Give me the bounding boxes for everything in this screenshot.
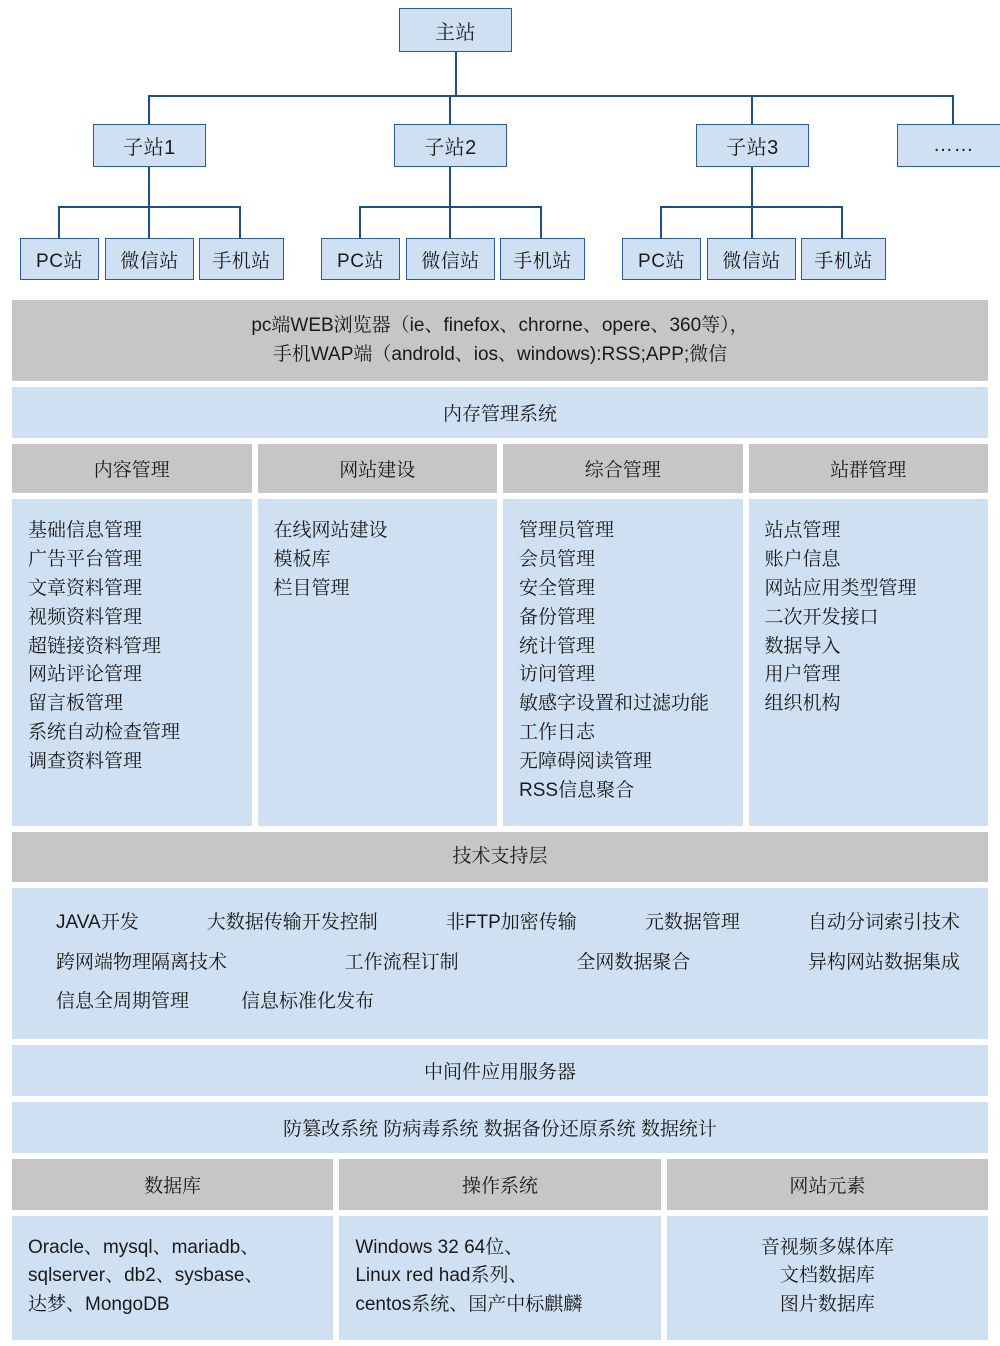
bottom-header-assets-label: 网站元素 [789,1175,866,1197]
tree-node-subsite-more [897,124,1000,167]
list-item: 广告平台管理 [28,548,143,570]
tree-leaf-2-mobile-label: 手机站 [513,250,572,272]
tech-item: 大数据传输开发控制 [206,912,378,934]
list-item: 访问管理 [519,664,596,686]
bottom-body-os [339,1216,660,1341]
list-item: 敏感字设置和过滤功能 [519,693,710,715]
list-item: 模板库 [273,548,331,570]
module-body-content [12,499,252,826]
connector-g3-down [751,167,753,207]
tree-node-subsite-3-label: 子站3 [726,137,779,159]
tree-leaf-3-wechat-label: 微信站 [722,250,781,272]
module-header-sitegroup-label: 站群管理 [830,460,907,481]
bottom-header-os-label: 操作系统 [461,1175,538,1197]
tree-node-subsite-1 [93,124,206,167]
connector-root-bus [148,95,954,97]
module-header-general [503,444,743,493]
list-item: sqlserver、db2、sysbase、 [28,1265,264,1287]
list-item: 组织机构 [764,693,841,715]
tree-leaf-3-pc-label: PC站 [638,250,685,272]
tree-leaf-2-wechat [406,238,495,280]
list-item: 文档数据库 [779,1265,875,1287]
tech-item: 信息全周期管理 [56,991,190,1013]
tech-row [56,908,960,937]
connector-child1-down [148,95,150,125]
tree-node-subsite-1-label: 子站1 [123,137,176,159]
tree-leaf-3-pc [622,238,701,280]
list-item: 图片数据库 [779,1294,875,1316]
connector-g3-leaf1 [660,206,662,238]
tree-leaf-3-wechat [707,238,796,280]
tree-leaf-1-wechat-label: 微信站 [120,250,179,272]
connector-g1-leaf1 [58,206,60,238]
list-item: 无障碍阅读管理 [519,751,653,772]
tree-leaf-2-mobile [500,238,585,280]
module-body-general [503,499,743,826]
tree-leaf-1-mobile-label: 手机站 [212,250,271,272]
connector-g1-leaf2 [148,206,150,238]
connector-g3-leaf2 [751,206,753,238]
list-item: 基础信息管理 [28,520,143,541]
list-item: 管理员管理 [519,520,615,541]
module-header-website-label: 网站建设 [339,460,416,481]
bottom-body-database [12,1216,333,1341]
connector-g1-down [148,167,150,207]
tree-node-subsite-more-label: …… [933,134,974,156]
module-header-content [12,444,252,493]
connector-child3-down [751,95,753,125]
bottom-body-row [12,1216,988,1341]
list-item: 安全管理 [519,577,596,599]
bottom-body-assets [667,1216,988,1341]
client-access-line-2: 手机WAP端（androld、ios、windows):RSS;APP;微信 [272,343,728,365]
connector-g2-down [449,167,451,207]
layer-middleware [12,1045,988,1096]
connector-child4-down [952,95,954,125]
tree-node-subsite-2-label: 子站2 [424,137,477,159]
list-item: 网站评论管理 [28,664,143,686]
tech-row [56,948,960,977]
list-item: 数据导入 [764,635,841,657]
list-item: 账户信息 [764,548,841,570]
layer-security-title: 防篡改系统 防病毒系统 数据备份还原系统 数据统计 [283,1118,717,1140]
bottom-header-database [12,1159,333,1210]
list-item: 工作日志 [519,722,596,744]
module-header-content-label: 内容管理 [93,460,170,481]
layer-client-access [12,300,988,381]
architecture-layer-stack [12,300,988,1346]
layer-tech-support-title: 技术支持层 [452,845,548,867]
layer-tech-support-body [12,888,988,1038]
tree-leaf-2-pc-label: PC站 [337,250,384,272]
list-item: 超链接资料管理 [28,635,162,657]
list-item: RSS信息聚合 [519,779,635,801]
site-hierarchy-diagram [0,0,1000,292]
tech-item: 异构网站数据集成 [807,951,960,973]
list-item: 二次开发接口 [764,606,879,628]
list-item: 达梦、MongoDB [28,1294,170,1316]
list-item: 文章资料管理 [28,577,143,599]
module-body-website [258,499,498,826]
module-header-row [12,444,988,493]
list-item: 视频资料管理 [28,606,143,628]
tree-leaf-3-mobile-label: 手机站 [814,250,873,272]
tree-node-subsite-3 [696,124,809,167]
tree-leaf-1-pc [20,238,99,280]
list-item: 在线网站建设 [273,520,388,541]
connector-child2-down [449,95,451,125]
connector-root-down [455,52,457,96]
bottom-header-assets [667,1159,988,1210]
tech-item: 跨网端物理隔离技术 [56,951,228,973]
module-body-sitegroup [749,499,989,826]
client-access-line-1: pc端WEB浏览器（ie、finefox、chrorne、opere、360等）， [251,315,749,336]
list-item: 栏目管理 [273,577,350,599]
bottom-header-os [339,1159,660,1210]
layer-memory-management [12,387,988,438]
layer-security [12,1102,988,1153]
tree-node-subsite-2 [394,124,507,167]
tech-item: JAVA开发 [56,912,139,934]
tree-leaf-1-wechat [105,238,194,280]
connector-g2-leaf1 [359,206,361,238]
connector-g3-leaf3 [841,206,843,238]
tree-node-root-label: 主站 [435,21,476,44]
module-header-general-label: 综合管理 [584,460,661,481]
list-item: 统计管理 [519,635,596,657]
module-header-website [258,444,498,493]
list-item: 系统自动检查管理 [28,722,181,744]
tech-row [56,987,960,1016]
tech-item: 元数据管理 [644,912,740,934]
connector-g1-leaf3 [239,206,241,238]
list-item: 备份管理 [519,606,596,628]
layer-middleware-title: 中间件应用服务器 [423,1061,576,1083]
tree-leaf-2-wechat-label: 微信站 [421,250,480,272]
tech-item: 信息标准化发布 [241,991,375,1013]
bottom-header-database-label: 数据库 [144,1175,202,1197]
tech-item: 自动分词索引技术 [807,912,960,934]
list-item: 会员管理 [519,548,596,570]
tech-item: 工作流程订制 [344,951,459,973]
list-item: Linux red had系列、 [355,1265,528,1287]
tech-item: 全网数据聚合 [576,951,691,973]
list-item: 音视频多媒体库 [760,1236,894,1258]
bottom-header-row [12,1159,988,1210]
tree-node-root [399,8,512,52]
tech-item: 非FTP加密传输 [445,912,577,934]
layer-memory-management-title: 内存管理系统 [442,404,557,425]
tree-leaf-3-mobile [801,238,886,280]
module-body-row [12,499,988,826]
list-item: 用户管理 [764,664,841,686]
tree-leaf-2-pc [321,238,400,280]
list-item: 网站应用类型管理 [764,577,917,599]
tree-leaf-1-pc-label: PC站 [36,250,83,272]
list-item: centos系统、国产中标麒麟 [355,1294,583,1316]
list-item: 留言板管理 [28,693,124,715]
list-item: 调查资料管理 [28,751,143,772]
layer-tech-support-header [12,832,988,883]
module-header-sitegroup [749,444,989,493]
connector-g2-leaf2 [449,206,451,238]
tree-leaf-1-mobile [199,238,284,280]
list-item: 站点管理 [764,520,841,541]
list-item: Windows 32 64位、 [355,1236,524,1258]
connector-g2-leaf3 [540,206,542,238]
list-item: Oracle、mysql、mariadb、 [28,1236,260,1258]
